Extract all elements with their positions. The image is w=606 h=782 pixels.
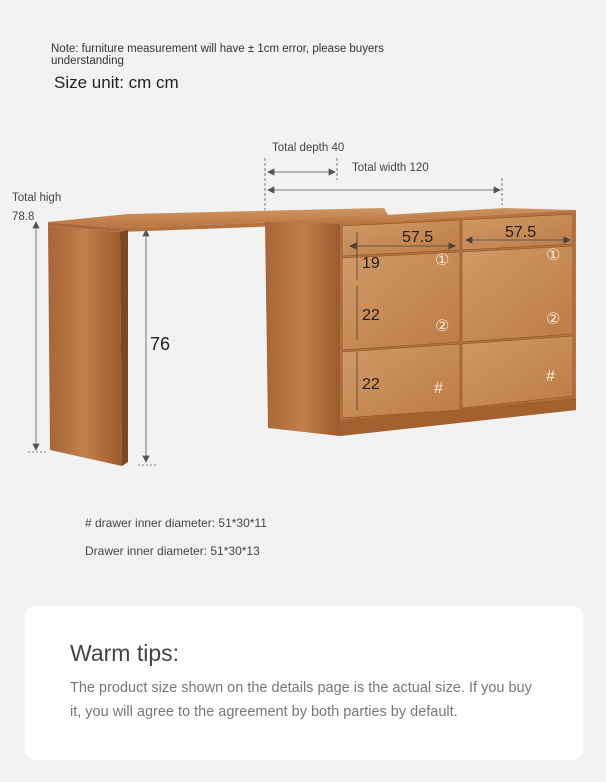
warm-tips-card xyxy=(25,606,583,760)
furniture-illustration xyxy=(0,130,606,480)
row3-right-mark: # xyxy=(546,368,555,385)
row2-left-mark: ② xyxy=(435,318,450,335)
row2-height: 22 xyxy=(362,307,380,324)
measurement-note: Note: furniture measurement will have ± 1cm error, please buyers understanding xyxy=(51,43,384,67)
drawer-width-right: 57.5 xyxy=(505,224,537,241)
row1-height: 19 xyxy=(362,255,380,272)
warm-tips-title: Warm tips: xyxy=(70,640,180,666)
drawer-spec-small: # drawer inner diameter: 51*30*11 xyxy=(85,516,267,530)
row3-height: 22 xyxy=(362,376,380,393)
total-high-value: 78.8 xyxy=(12,211,35,223)
total-high-label: Total high xyxy=(12,192,62,204)
total-depth-label: Total depth 40 xyxy=(272,142,345,154)
drawer-width-left: 57.5 xyxy=(402,229,434,246)
drawer-spec-large: Drawer inner diameter: 51*30*13 xyxy=(85,544,260,558)
row3-left-mark: # xyxy=(434,380,443,397)
size-unit-label: Size unit: cm cm xyxy=(54,73,179,92)
row1-left-mark: ① xyxy=(435,252,450,269)
total-width-label: Total width 120 xyxy=(352,162,429,174)
row1-right-mark: ① xyxy=(546,247,561,264)
warm-tips-text: The product size shown on the details page is the actual size. If you buy it, you will agree to the agreement by both parties by default. xyxy=(70,680,532,720)
leg-height-value: 76 xyxy=(150,334,171,354)
row2-right-mark: ② xyxy=(546,311,561,328)
